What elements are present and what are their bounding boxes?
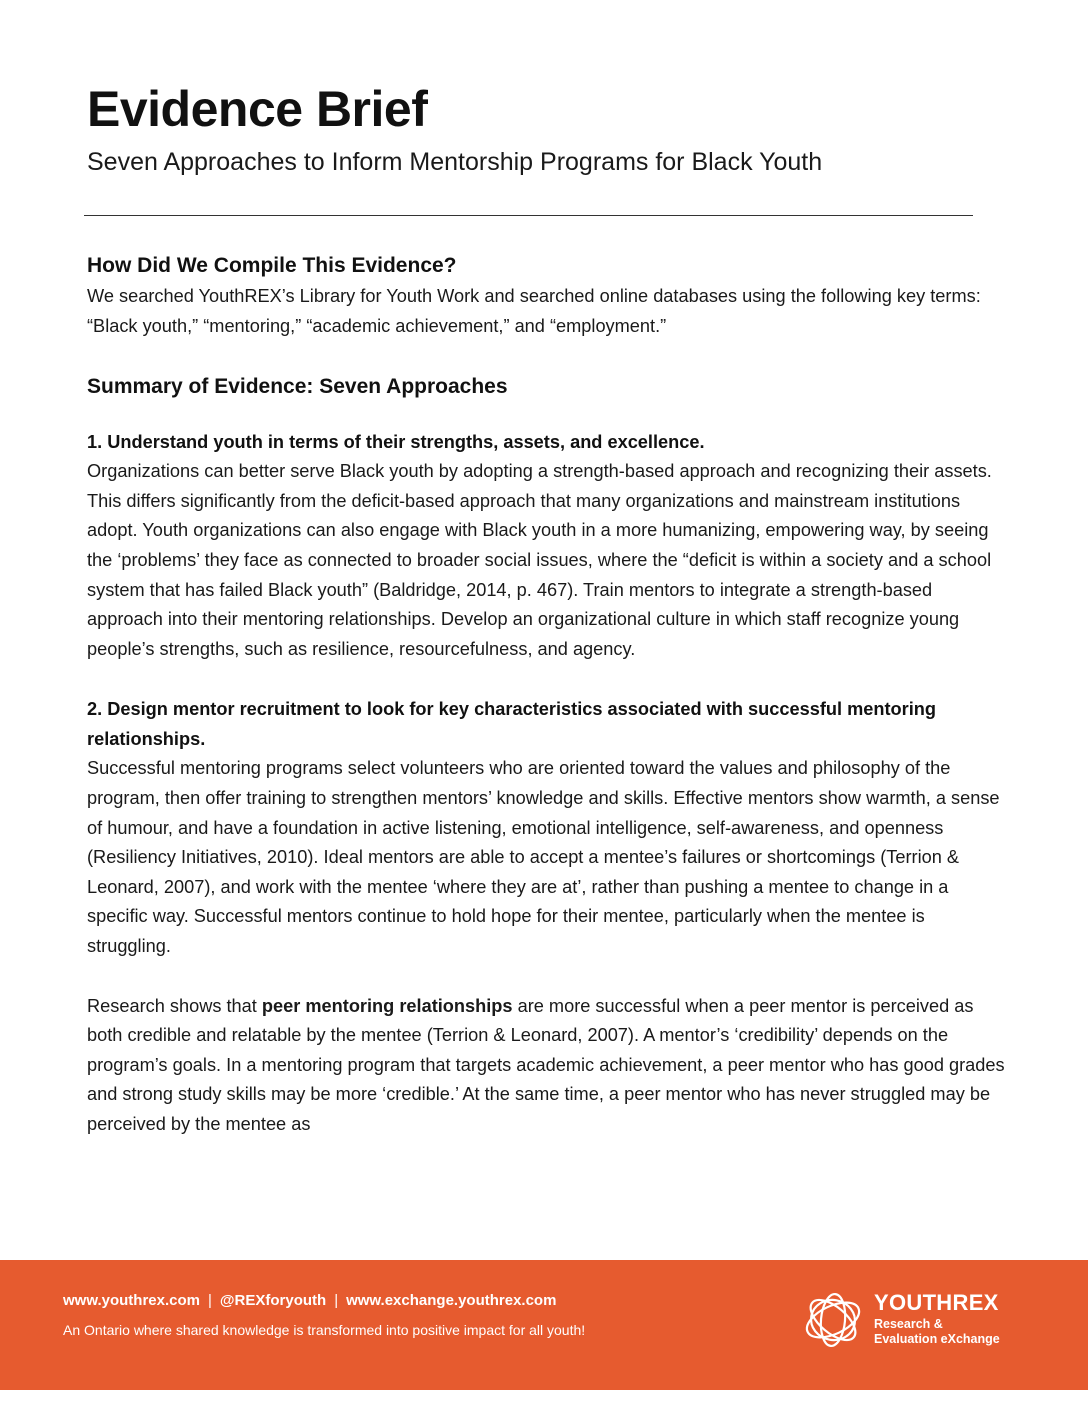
youthrex-logo: [800, 1288, 1020, 1358]
footer-link-twitter[interactable]: @REXforyouth: [219, 1292, 327, 1309]
summary-section: [87, 371, 1005, 403]
footer-separator: |: [207, 1292, 212, 1309]
footer-links: [63, 1292, 556, 1309]
footer-separator: |: [334, 1292, 339, 1309]
logo-subtitle-line-1: Research &: [874, 1317, 943, 1331]
logo-subtitle: [874, 1317, 1000, 1347]
peer-mentoring-paragraph: [87, 992, 1005, 1140]
title-divider: [84, 215, 973, 216]
compile-heading: How Did We Compile This Evidence?: [87, 254, 457, 277]
peer-paragraph-lead: Research shows that: [87, 995, 262, 1016]
footer-tagline: An Ontario where shared knowledge is transformed into positive impact for all youth!: [63, 1322, 586, 1338]
summary-heading: Summary of Evidence: Seven Approaches: [87, 375, 508, 399]
compile-paragraph: We searched YouthREX’s Library for Youth Work and searched online databases using the following key terms: “Black youth,” “mentoring,” “academic achievement,” and “employment.”: [87, 286, 981, 336]
youthrex-orbit-logo-icon: [800, 1288, 866, 1352]
approach-1-section: [87, 427, 1005, 664]
peer-mentoring-emphasis: peer mentoring relationships: [261, 995, 513, 1016]
compile-section: [87, 250, 1005, 341]
logo-wordmark: YOUTHREX: [874, 1290, 999, 1315]
approach-2-paragraph: Successful mentoring programs select volunteers who are oriented toward the values and philosophy of the program, then offer training to strengthen mentors’ knowledge and skills. Effective mentors show warmth, a sense of humour, and have a foundation in active listening, emotional intelligence, self-awareness, and openness (Resiliency Initiatives, 2010). Ideal mentors are able to accept a mentee’s failures or shortcomings (Terrion & Leonard, 2007), and work with the mentee ‘where they are at’, rather than pushing a mentee to change in a specific way. Successful mentors continue to hold hope for their mentee, particularly when the mentee is struggling.: [87, 758, 1000, 956]
peer-paragraph-rest: are more successful when a peer mentor is perceived as both credible and relatable by the mentee (Terrion & Leonard, 2007). A mentor’s ‘credibility’ depends on the program’s goals. In a mentoring program that targets academic achievement, a peer mentor who has good grades and strong study skills may be more ‘credible.’ At the same time, a peer mentor who has never struggled may be perceived by the mentee as: [87, 995, 1005, 1134]
page-footer: [0, 1260, 1088, 1390]
document-subtitle: Seven Approaches to Inform Mentorship Programs for Black Youth: [87, 148, 823, 176]
document-body: [87, 250, 1005, 1139]
approach-2-heading: 2. Design mentor recruitment to look for key characteristics associated with successful mentoring relationships.: [87, 699, 937, 750]
footer-link-exchange[interactable]: www.exchange.youthrex.com: [346, 1292, 557, 1309]
approach-1-paragraph: Organizations can better serve Black youth by adopting a strength-based approach and recognizing their assets. This differs significantly from the deficit-based approach that many organizations and mainstream institutions adopt. Youth organizations can also engage with Black youth in a more humanizing, empowering way, by seeing the ‘problems’ they face as connected to broader social issues, where the “deficit is within a society and a school system that has failed Black youth” (Baldridge, 2014, p. 467). Train mentors to integrate a strength-based approach into their mentoring relationships. Develop an organizational culture in which staff recognize young people’s strengths, such as resilience, resourcefulness, and agency.: [87, 461, 992, 659]
document-title: Evidence Brief: [87, 81, 428, 137]
approach-2-section: [87, 694, 1005, 1139]
footer-link-website[interactable]: www.youthrex.com: [63, 1292, 200, 1309]
approach-1-heading: 1. Understand youth in terms of their strengths, assets, and excellence.: [87, 432, 705, 453]
logo-subtitle-line-2: Evaluation eXchange: [874, 1332, 1000, 1346]
